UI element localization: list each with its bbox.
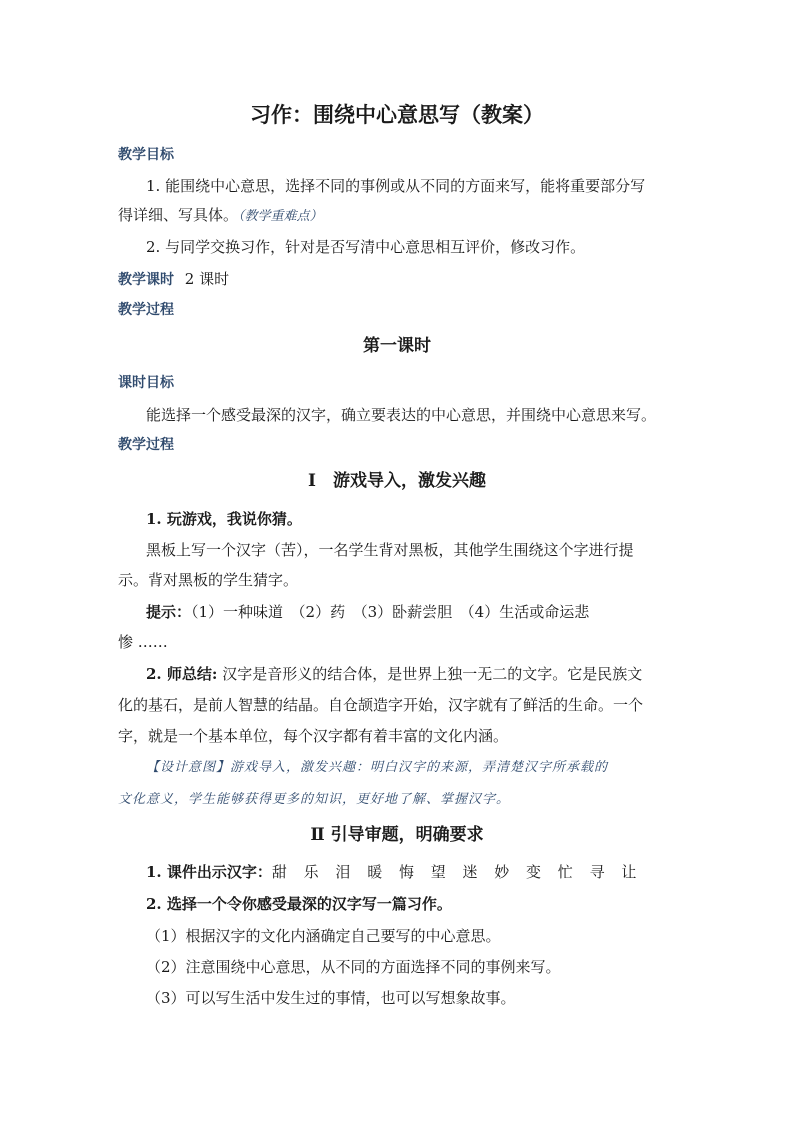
- choose-item-2: （2）注意围绕中心意思，从不同的方面选择不同的事例来写。: [146, 958, 561, 976]
- goal-1-text: 得详细、写具体。: [118, 206, 239, 224]
- choose-label: 2. 选择一个令你感受最深的汉字写一篇习作。: [146, 895, 452, 913]
- teaching-hours-label: 教学课时: [118, 272, 174, 288]
- design-note-line-1: 【设计意图】游戏导入，激发兴趣：明白汉字的来源，弄清楚汉字所承载的: [146, 760, 609, 775]
- part-1-title: Ⅰ 游戏导入，激发兴趣: [308, 471, 486, 491]
- goal-1-line-2: [118, 204, 323, 228]
- hint-line: [146, 601, 589, 623]
- item-2-line-1: [146, 663, 642, 685]
- part-2-title: Ⅱ 引导审题，明确要求: [310, 825, 484, 845]
- section-heading-process-2: 教学过程: [118, 437, 174, 453]
- lesson-goal-label: 课时目标: [118, 375, 174, 391]
- choose-item-3: （3）可以写生活中发生过的事情，也可以写想象故事。: [146, 989, 516, 1007]
- item-1-para-line-1: 黑板上写一个汉字（苦），一名学生背对黑板，其他学生围绕这个字进行提: [146, 541, 634, 559]
- goal-1-note: （教学重难点）: [238, 209, 323, 224]
- choose-item-1: （1）根据汉字的文化内涵确定自己要写的中心意思。: [146, 927, 501, 945]
- design-note-line-2: 文化意义，学生能够获得更多的知识，更好地了解、掌握汉字。: [118, 792, 511, 807]
- section-heading-goals: 教学目标: [118, 147, 174, 163]
- document-title: 习作：围绕中心意思写（教案）: [250, 102, 544, 127]
- hint-continued: 惨 ……: [118, 633, 168, 651]
- teaching-hours-value: 2 课时: [184, 270, 230, 288]
- item-2-line-2: 化的基石，是前人智慧的结晶。自仓颉造字开始，汉字就有了鲜活的生命。一个: [118, 696, 644, 714]
- lesson-1-title: 第一课时: [363, 336, 431, 356]
- teaching-hours: [118, 268, 229, 291]
- item-1-para-line-2: 示。背对黑板的学生猜字。: [118, 571, 299, 589]
- item-1-label: 1. 玩游戏，我说你猜。: [146, 510, 302, 528]
- item-2-line-3: 字，就是一个基本单位，每个汉字都有着丰富的文化内涵。: [118, 727, 509, 745]
- show-chars-list: 甜 乐 泪 暖 悔 望 迷 妙 变 忙 寻 让: [271, 863, 643, 881]
- goal-1-line-1: 1. 能围绕中心意思，选择不同的事例或从不同的方面来写，能将重要部分写: [146, 177, 646, 195]
- lesson-goal-text: 能选择一个感受最深的汉字，确立要表达的中心意思，并围绕中心意思来写。: [146, 406, 657, 424]
- section-heading-process: 教学过程: [118, 302, 174, 318]
- item-2-label: 2. 师总结:: [146, 665, 218, 683]
- show-chars-line: [146, 861, 642, 883]
- show-chars-label: 1. 课件出示汉字：: [146, 863, 272, 881]
- item-2-text: 汉字是音形义的结合体，是世界上独一无二的文字。它是民族文: [217, 665, 643, 683]
- goal-2: 2. 与同学交换习作，针对是否写清中心意思相互评价，修改习作。: [146, 238, 586, 256]
- hint-text: （1）一种味道 （2）药 （3）卧薪尝胆 （4）生活或命运悲: [191, 603, 590, 621]
- hint-label: 提示：: [146, 603, 192, 621]
